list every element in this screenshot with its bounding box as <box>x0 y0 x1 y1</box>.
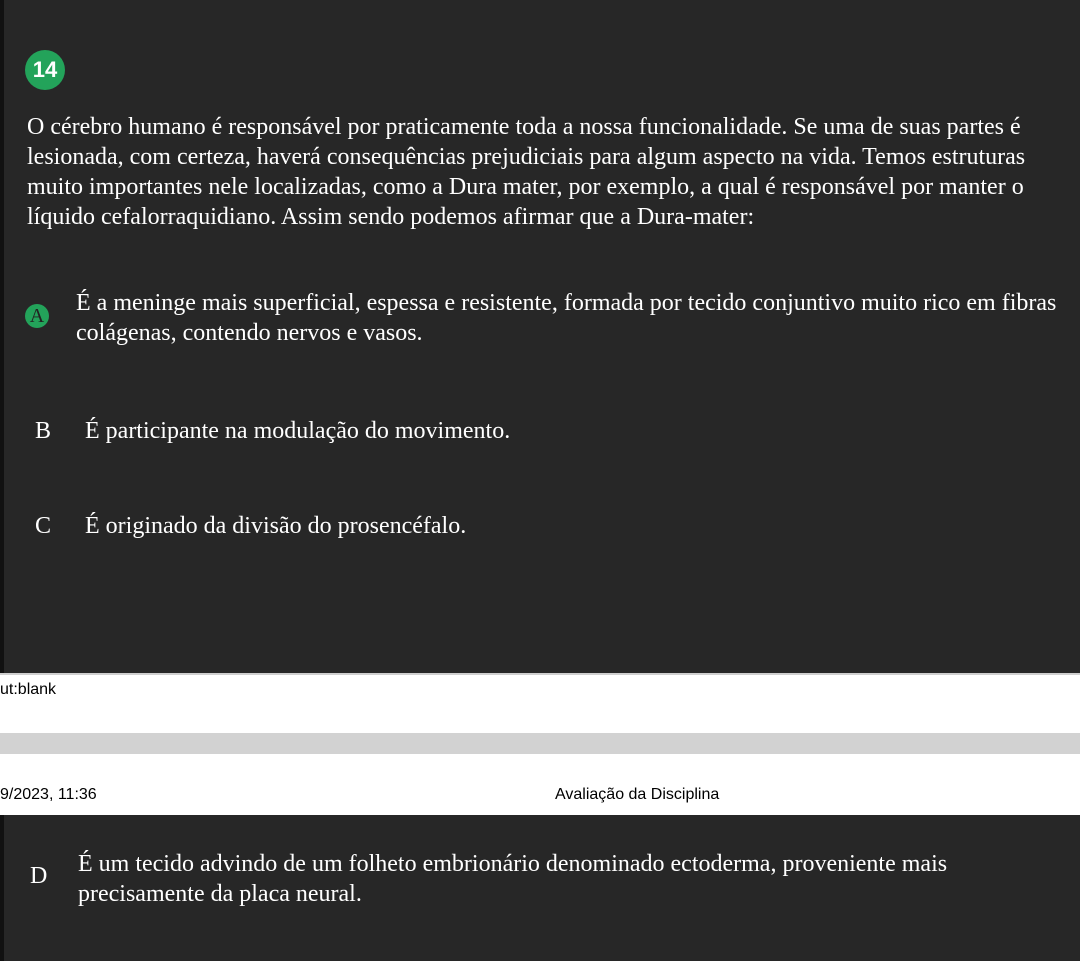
option-d-letter: D <box>30 863 48 889</box>
option-d-text: É um tecido advindo de um folheto embrionário denominado ectoderma, proveniente mais precisamente da placa neural. <box>78 851 948 907</box>
option-c[interactable] <box>0 511 1080 543</box>
option-d[interactable] <box>0 849 1080 909</box>
screen-edge <box>0 0 4 961</box>
option-a-letter-badge: A <box>25 304 49 328</box>
option-a[interactable] <box>0 288 1080 348</box>
option-b-letter: B <box>35 418 52 444</box>
option-c-letter: C <box>35 513 52 539</box>
divider <box>0 673 1080 675</box>
url-fragment: ut:blank <box>0 681 57 698</box>
option-b-text: É participante na modulação do movimento. <box>85 418 511 444</box>
print-timestamp: 9/2023, 11:36 <box>0 786 97 803</box>
print-page-title: Avaliação da Disciplina <box>555 786 720 803</box>
option-c-text: É originado da divisão do prosencéfalo. <box>85 513 467 539</box>
option-b[interactable] <box>0 416 1080 448</box>
question-text: O cérebro humano é responsável por praticamente toda a nossa funcionalidade. Se uma de suas partes é lesionada, com certeza, haverá consequências prejudiciais para algum aspecto na vida. Temos estruturas muito importantes nele localizadas, como a Dura mater, por exemplo, a qual é responsável por manter o líquido cefalorraquidiano. Assim sendo podemos afirmar que a Dura-mater: <box>27 114 1026 230</box>
question-number-badge: 14 <box>25 50 65 90</box>
option-a-text: É a meninge mais superficial, espessa e resistente, formada por tecido conjuntivo muito rico em fibras colágenas, contendo nervos e vasos. <box>76 290 1057 346</box>
page-break-bar <box>0 733 1080 754</box>
browser-print-header <box>0 673 1080 815</box>
